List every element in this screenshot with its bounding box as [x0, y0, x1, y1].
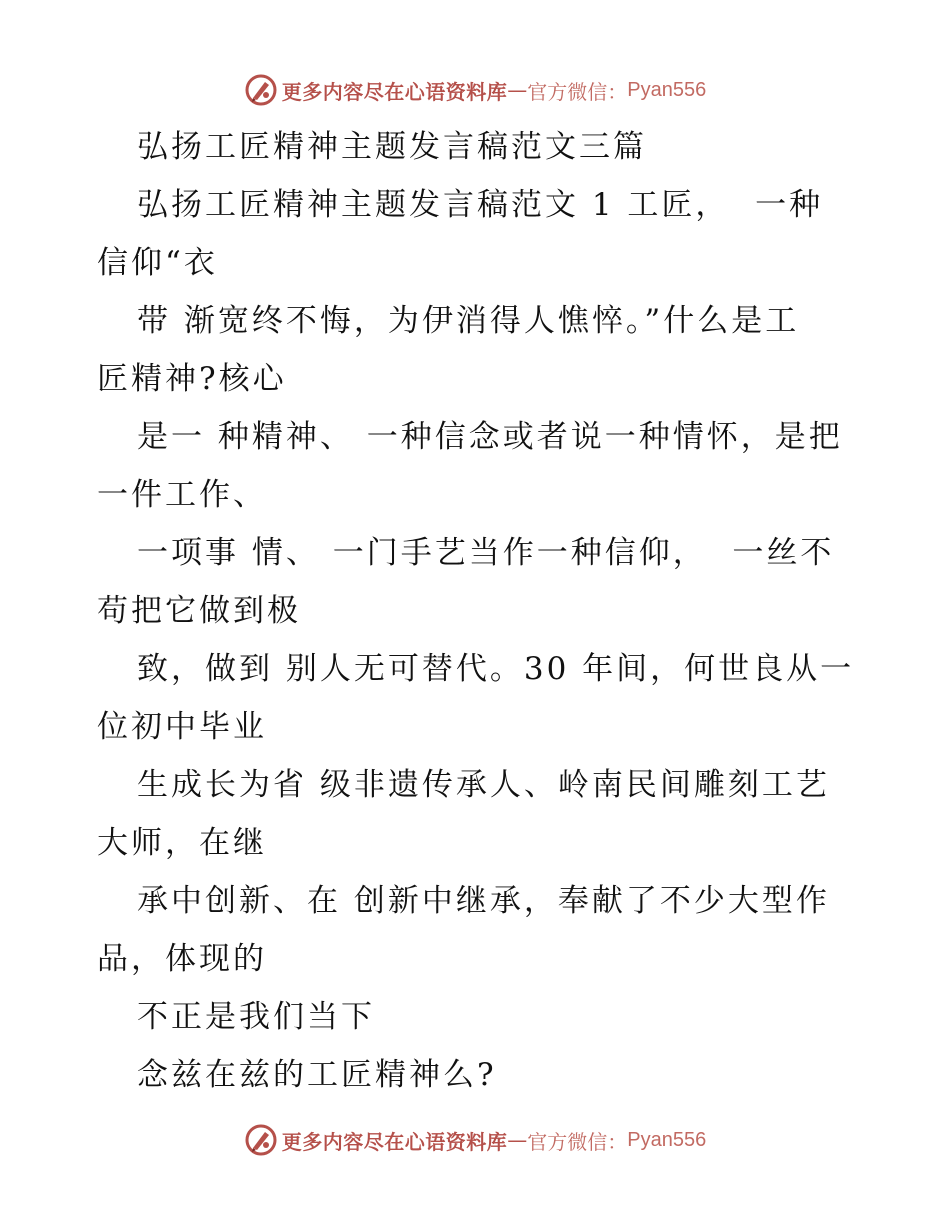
seal-pen-icon — [244, 1123, 278, 1157]
banner-contact-label: 官方微信： — [527, 79, 628, 104]
banner-dash: — — [507, 78, 528, 102]
text-line: 是一 种精神、 一种信念或者说一种情怀，是把 — [137, 419, 843, 455]
text-line: 品，体现的 — [97, 941, 267, 977]
footer-banner — [0, 1120, 950, 1160]
banner-wechat-id: Pyan556 — [627, 1128, 707, 1151]
text-line: 生成长为省 级非遗传承人、岭南民间雕刻工艺 — [137, 767, 830, 803]
text-line: 念兹在兹的工匠精神么? — [137, 1057, 497, 1093]
text-line: 承中创新、在 创新中继承，奉献了不少大型作 — [137, 883, 830, 919]
text-line: 不正是我们当下 — [137, 999, 375, 1035]
document-body — [97, 118, 857, 1104]
text-line: 信仰“衣 — [97, 245, 218, 281]
text-line: 大师，在继 — [97, 825, 267, 861]
header-banner — [0, 70, 950, 110]
document-title: 弘扬工匠精神主题发言稿范文三篇 — [137, 129, 647, 165]
banner-wechat-id: Pyan556 — [627, 78, 707, 101]
text-line: 一件工作、 — [97, 477, 267, 513]
text-line: 弘扬工匠精神主题发言稿范文 1 工匠， 一种 — [137, 187, 824, 223]
text-line: 带 渐宽终不悔，为伊消得人憔悴。”什么是工 — [137, 303, 800, 339]
text-line: 匠精神?核心 — [97, 361, 287, 397]
banner-brand-text: 更多内容尽在心语资料库 — [281, 1129, 508, 1154]
banner-contact-label: 官方微信： — [527, 1129, 628, 1154]
banner-dash: — — [507, 1128, 528, 1152]
text-line: 位初中毕业 — [97, 709, 267, 745]
seal-pen-icon — [244, 73, 278, 107]
text-line: 致，做到 别人无可替代。30 年间，何世良从一 — [137, 651, 855, 687]
text-line: 苟把它做到极 — [97, 593, 301, 629]
banner-brand-text: 更多内容尽在心语资料库 — [281, 79, 508, 104]
text-line: 一项事 情、 一门手艺当作一种信仰， 一丝不 — [137, 535, 835, 571]
